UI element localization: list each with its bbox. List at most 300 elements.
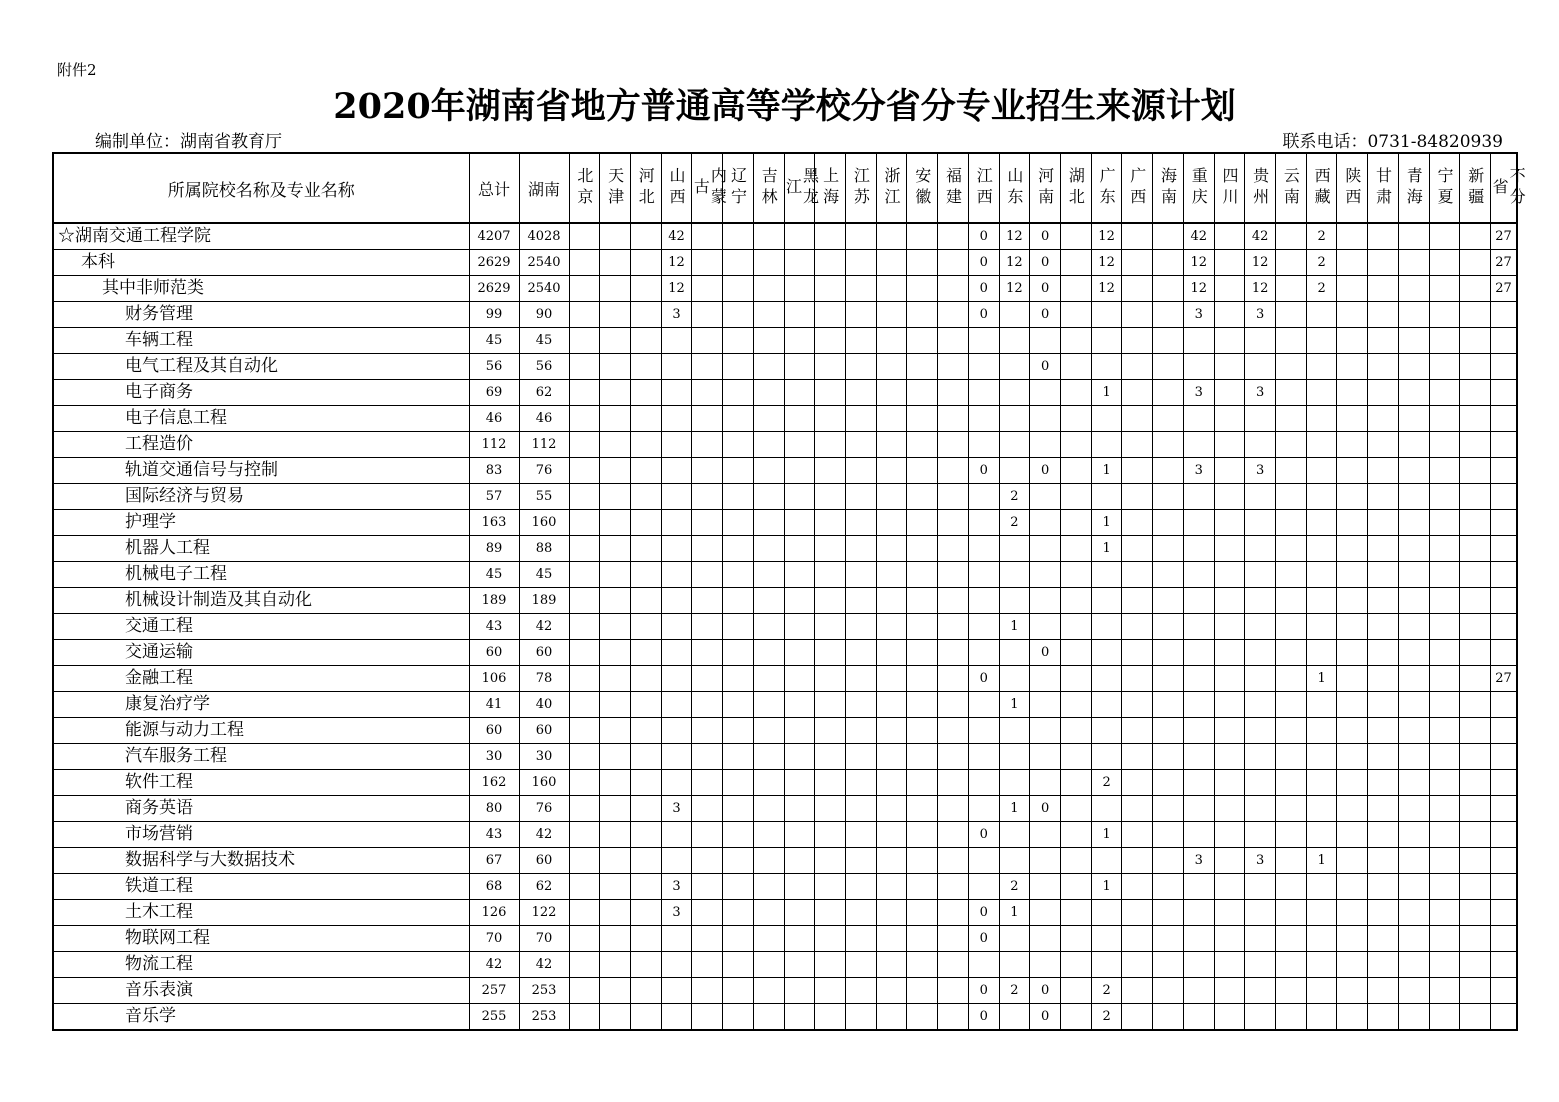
province-count-cell [1245, 432, 1276, 458]
province-count-cell [1153, 1004, 1184, 1031]
province-count-cell [1183, 536, 1214, 562]
province-count-cell [1276, 640, 1307, 666]
name-column-label: 所属院校名称及专业名称 [167, 180, 355, 201]
province-count-cell [723, 614, 754, 640]
province-count-cell [1030, 484, 1061, 510]
row-name-cell: 土木工程 [53, 900, 469, 926]
province-count-cell [1491, 952, 1517, 978]
province-count-cell [1491, 796, 1517, 822]
province-count-cell [1122, 223, 1153, 250]
province-count-cell [1429, 796, 1460, 822]
province-count-cell [876, 614, 907, 640]
province-count-cell [845, 900, 876, 926]
province-count-cell [1429, 562, 1460, 588]
province-count-cell [845, 510, 876, 536]
province-count-cell [907, 744, 938, 770]
province-count-cell [1214, 432, 1245, 458]
province-count-cell [1429, 978, 1460, 1004]
province-count-cell [1398, 510, 1429, 536]
hunan-count-cell: 253 [519, 978, 569, 1004]
province-count-cell [815, 952, 846, 978]
province-count-cell [999, 562, 1030, 588]
total-count-cell: 67 [469, 848, 519, 874]
province-count-cell [1306, 770, 1337, 796]
province-count-cell [661, 458, 692, 484]
province-count-cell [1306, 978, 1337, 1004]
province-count-cell: 0 [1030, 978, 1061, 1004]
row-name-cell: 金融工程 [53, 666, 469, 692]
row-name-cell: 工程造价 [53, 432, 469, 458]
province-count-cell: 1 [999, 900, 1030, 926]
major-row [53, 614, 1517, 640]
province-count-cell [845, 692, 876, 718]
province-count-cell [1306, 302, 1337, 328]
province-count-cell: 2 [1306, 223, 1337, 250]
province-count-cell [1122, 900, 1153, 926]
province-count-cell [845, 484, 876, 510]
hunan-count-cell: 90 [519, 302, 569, 328]
province-count-cell [1061, 458, 1092, 484]
hunan-count-cell: 45 [519, 328, 569, 354]
province-count-cell [876, 692, 907, 718]
province-count-cell [692, 900, 723, 926]
province-count-cell [1030, 588, 1061, 614]
province-count-cell [569, 666, 600, 692]
province-count-cell [876, 874, 907, 900]
province-count-cell [1030, 952, 1061, 978]
province-count-cell [723, 432, 754, 458]
province-count-cell [999, 432, 1030, 458]
province-count-cell [1429, 406, 1460, 432]
major-row [53, 640, 1517, 666]
province-count-cell [1368, 926, 1399, 952]
province-count-cell [1061, 484, 1092, 510]
province-count-cell [968, 406, 999, 432]
province-column-label: 甘肃 [1373, 167, 1393, 209]
province-count-cell [692, 354, 723, 380]
total-count-cell: 41 [469, 692, 519, 718]
province-count-cell [1214, 536, 1245, 562]
province-count-cell [600, 926, 631, 952]
province-count-cell [1276, 770, 1307, 796]
province-count-cell [1306, 926, 1337, 952]
province-count-cell [569, 978, 600, 1004]
province-count-cell [907, 302, 938, 328]
province-count-cell [1214, 874, 1245, 900]
province-column-header [691, 153, 728, 223]
province-count-cell [1460, 328, 1491, 354]
province-count-cell [1337, 328, 1368, 354]
major-row [53, 796, 1517, 822]
province-count-cell [1245, 328, 1276, 354]
province-count-cell [661, 354, 692, 380]
province-count-cell [692, 223, 723, 250]
province-count-cell: 0 [968, 666, 999, 692]
province-column-header [1306, 153, 1337, 223]
province-count-cell [1398, 406, 1429, 432]
province-count-cell [968, 796, 999, 822]
province-count-cell [784, 978, 815, 1004]
province-count-cell [999, 1004, 1030, 1031]
province-count-cell [845, 666, 876, 692]
province-count-cell [968, 354, 999, 380]
province-count-cell [1061, 588, 1092, 614]
province-column-header [1337, 153, 1368, 223]
province-count-cell [907, 223, 938, 250]
row-name-cell: 数据科学与大数据技术 [53, 848, 469, 874]
province-count-cell [845, 718, 876, 744]
province-count-cell [1306, 1004, 1337, 1031]
province-count-cell [600, 510, 631, 536]
hunan-count-cell: 253 [519, 1004, 569, 1031]
province-count-cell [723, 952, 754, 978]
province-count-cell [1460, 250, 1491, 276]
province-count-cell [1491, 458, 1517, 484]
province-count-cell [1030, 900, 1061, 926]
province-count-cell [1183, 718, 1214, 744]
province-count-cell [723, 276, 754, 302]
province-count-cell [1306, 952, 1337, 978]
province-count-cell [1368, 432, 1399, 458]
province-count-cell: 0 [1030, 250, 1061, 276]
hunan-count-cell: 2540 [519, 276, 569, 302]
province-count-cell [815, 926, 846, 952]
province-count-cell: 12 [661, 276, 692, 302]
province-count-cell: 3 [1245, 380, 1276, 406]
row-name-cell: 其中非师范类 [53, 276, 469, 302]
province-count-cell [723, 874, 754, 900]
province-count-cell [692, 874, 723, 900]
province-count-cell [661, 406, 692, 432]
province-count-cell [569, 380, 600, 406]
row-name-cell: 机器人工程 [53, 536, 469, 562]
province-count-cell [1061, 666, 1092, 692]
province-count-cell [1429, 588, 1460, 614]
province-count-cell [569, 223, 600, 250]
province-count-cell [753, 562, 784, 588]
province-column-label: 北京 [574, 167, 594, 209]
province-count-cell [692, 614, 723, 640]
province-count-cell [784, 848, 815, 874]
province-count-cell [1122, 302, 1153, 328]
province-count-cell [1214, 718, 1245, 744]
province-count-cell [1306, 900, 1337, 926]
province-count-cell [569, 718, 600, 744]
province-count-cell [1337, 406, 1368, 432]
province-count-cell [1183, 354, 1214, 380]
province-count-cell [753, 770, 784, 796]
province-count-cell [1276, 458, 1307, 484]
province-count-cell [1061, 744, 1092, 770]
province-count-cell [600, 432, 631, 458]
province-count-cell [569, 276, 600, 302]
province-count-cell [1337, 250, 1368, 276]
province-count-cell [1276, 302, 1307, 328]
province-count-cell [876, 406, 907, 432]
province-count-cell [1491, 744, 1517, 770]
province-count-cell [938, 406, 969, 432]
province-count-cell [1030, 692, 1061, 718]
total-count-cell: 99 [469, 302, 519, 328]
province-count-cell [1429, 900, 1460, 926]
province-count-cell: 1 [1091, 458, 1122, 484]
school-row [53, 223, 1517, 250]
province-count-cell: 12 [1091, 250, 1122, 276]
province-count-cell [1153, 692, 1184, 718]
row-name-cell: 物流工程 [53, 952, 469, 978]
province-count-cell [661, 484, 692, 510]
province-column-header [723, 153, 754, 223]
province-count-cell [630, 640, 661, 666]
province-count-cell: 3 [1183, 380, 1214, 406]
province-count-cell [1030, 406, 1061, 432]
province-count-cell [1306, 796, 1337, 822]
province-count-cell [1061, 874, 1092, 900]
province-count-cell [1460, 822, 1491, 848]
province-column-label: 河北 [636, 167, 656, 209]
province-count-cell [600, 223, 631, 250]
province-count-cell [1214, 822, 1245, 848]
province-count-cell [1429, 952, 1460, 978]
province-count-cell [630, 328, 661, 354]
province-column-label: 福建 [943, 167, 963, 209]
province-count-cell [784, 900, 815, 926]
province-count-cell [1368, 406, 1399, 432]
province-count-cell [753, 796, 784, 822]
province-count-cell [1491, 484, 1517, 510]
province-count-cell: 3 [661, 874, 692, 900]
total-count-cell: 4207 [469, 223, 519, 250]
province-count-cell [630, 354, 661, 380]
province-count-cell [1061, 380, 1092, 406]
province-count-cell [569, 822, 600, 848]
province-count-cell [938, 770, 969, 796]
province-count-cell [968, 692, 999, 718]
total-count-cell: 42 [469, 952, 519, 978]
province-column-label: 湖北 [1066, 167, 1086, 209]
province-column-header [968, 153, 999, 223]
province-count-cell [845, 328, 876, 354]
province-count-cell [1276, 1004, 1307, 1031]
province-column-label: 云南 [1281, 167, 1301, 209]
province-count-cell [1214, 640, 1245, 666]
province-count-cell [753, 484, 784, 510]
province-count-cell [1337, 302, 1368, 328]
major-row [53, 900, 1517, 926]
province-count-cell [999, 718, 1030, 744]
province-count-cell [1183, 978, 1214, 1004]
province-count-cell [938, 250, 969, 276]
province-count-cell [661, 640, 692, 666]
province-count-cell [753, 1004, 784, 1031]
province-count-cell [968, 562, 999, 588]
province-count-cell [845, 562, 876, 588]
attachment-label: 附件2 [57, 61, 97, 79]
compiling-unit: 编制单位：湖南省教育厅 [95, 132, 282, 152]
province-count-cell [1183, 926, 1214, 952]
province-count-cell [1061, 510, 1092, 536]
major-row [53, 822, 1517, 848]
province-count-cell [1429, 328, 1460, 354]
province-column-label: 山东 [1004, 167, 1024, 209]
name-column-header [53, 153, 469, 223]
province-count-cell: 1 [1306, 666, 1337, 692]
province-count-cell [1491, 536, 1517, 562]
province-count-cell [723, 692, 754, 718]
total-column-header [469, 153, 519, 223]
province-count-cell [692, 510, 723, 536]
province-count-cell [1091, 432, 1122, 458]
hunan-count-cell: 45 [519, 562, 569, 588]
hunan-count-cell: 112 [519, 432, 569, 458]
province-count-cell [1368, 562, 1399, 588]
province-count-cell [876, 432, 907, 458]
province-count-cell [1276, 432, 1307, 458]
province-count-cell [630, 718, 661, 744]
province-count-cell [1122, 952, 1153, 978]
province-count-cell [692, 666, 723, 692]
total-count-cell: 45 [469, 562, 519, 588]
province-count-cell [815, 848, 846, 874]
province-count-cell [907, 536, 938, 562]
total-count-cell: 69 [469, 380, 519, 406]
province-count-cell [938, 796, 969, 822]
hunan-count-cell: 88 [519, 536, 569, 562]
province-count-cell [784, 276, 815, 302]
province-count-cell [1460, 588, 1491, 614]
province-count-cell [600, 848, 631, 874]
province-count-cell [1153, 562, 1184, 588]
province-count-cell [723, 744, 754, 770]
province-count-cell [1491, 614, 1517, 640]
province-count-cell [784, 250, 815, 276]
major-row [53, 406, 1517, 432]
province-count-cell [1214, 276, 1245, 302]
province-count-cell [876, 640, 907, 666]
hunan-count-cell: 76 [519, 458, 569, 484]
row-name-cell: 财务管理 [53, 302, 469, 328]
province-count-cell [753, 432, 784, 458]
province-count-cell: 1 [1091, 874, 1122, 900]
province-count-cell: 0 [1030, 796, 1061, 822]
province-count-cell [569, 510, 600, 536]
province-count-cell [692, 328, 723, 354]
province-count-cell: 0 [1030, 302, 1061, 328]
province-count-cell [1276, 848, 1307, 874]
province-count-cell [999, 666, 1030, 692]
province-count-cell [723, 666, 754, 692]
province-count-cell [815, 640, 846, 666]
province-count-cell [1245, 874, 1276, 900]
province-count-cell [1122, 432, 1153, 458]
province-count-cell [815, 380, 846, 406]
province-count-cell [1153, 666, 1184, 692]
province-count-cell [1398, 302, 1429, 328]
province-count-cell [845, 744, 876, 770]
province-count-cell [1491, 900, 1517, 926]
province-count-cell: 2 [1306, 250, 1337, 276]
province-count-cell [999, 406, 1030, 432]
province-count-cell [1245, 978, 1276, 1004]
province-count-cell [630, 822, 661, 848]
province-count-cell [1368, 718, 1399, 744]
province-count-cell [1153, 223, 1184, 250]
province-count-cell: 1 [1306, 848, 1337, 874]
province-count-cell [907, 484, 938, 510]
province-count-cell [569, 250, 600, 276]
province-column-header [876, 153, 907, 223]
province-count-cell [1306, 458, 1337, 484]
province-count-cell [692, 692, 723, 718]
province-count-cell [938, 354, 969, 380]
total-count-cell: 112 [469, 432, 519, 458]
province-count-cell [753, 666, 784, 692]
province-count-cell [1245, 926, 1276, 952]
province-count-cell [845, 250, 876, 276]
province-count-cell [1153, 406, 1184, 432]
province-count-cell [1398, 822, 1429, 848]
province-count-cell [692, 484, 723, 510]
province-count-cell [569, 588, 600, 614]
province-count-cell [1245, 588, 1276, 614]
hunan-count-cell: 42 [519, 822, 569, 848]
total-count-cell: 2629 [469, 250, 519, 276]
province-count-cell [1368, 536, 1399, 562]
province-count-cell [999, 640, 1030, 666]
row-name-cell: 电气工程及其自动化 [53, 354, 469, 380]
province-count-cell [600, 900, 631, 926]
province-count-cell: 3 [1245, 848, 1276, 874]
province-count-cell [938, 536, 969, 562]
province-count-cell [1183, 692, 1214, 718]
province-count-cell [600, 276, 631, 302]
province-count-cell [569, 770, 600, 796]
province-count-cell [1491, 406, 1517, 432]
hunan-count-cell: 189 [519, 588, 569, 614]
province-count-cell [630, 1004, 661, 1031]
province-count-cell [784, 822, 815, 848]
province-count-cell [753, 354, 784, 380]
province-count-cell [1368, 510, 1399, 536]
province-count-cell [1153, 848, 1184, 874]
province-count-cell [1306, 510, 1337, 536]
province-count-cell [815, 510, 846, 536]
province-count-cell [1429, 666, 1460, 692]
province-count-cell [1030, 874, 1061, 900]
province-count-cell [1276, 328, 1307, 354]
major-row [53, 718, 1517, 744]
province-count-cell [938, 562, 969, 588]
province-count-cell [999, 848, 1030, 874]
province-count-cell [907, 562, 938, 588]
province-column-label: 浙江 [882, 167, 902, 209]
province-count-cell [1429, 223, 1460, 250]
province-count-cell [1276, 406, 1307, 432]
province-count-cell [1460, 900, 1491, 926]
province-count-cell [1398, 744, 1429, 770]
province-count-cell [1153, 432, 1184, 458]
province-count-cell: 12 [661, 250, 692, 276]
province-count-cell [907, 692, 938, 718]
province-count-cell: 1 [999, 614, 1030, 640]
province-count-cell [1337, 900, 1368, 926]
province-count-cell [630, 223, 661, 250]
degree-row [53, 250, 1517, 276]
province-count-cell [1460, 692, 1491, 718]
hunan-count-cell: 122 [519, 900, 569, 926]
province-count-cell: 1 [1091, 822, 1122, 848]
major-row [53, 926, 1517, 952]
